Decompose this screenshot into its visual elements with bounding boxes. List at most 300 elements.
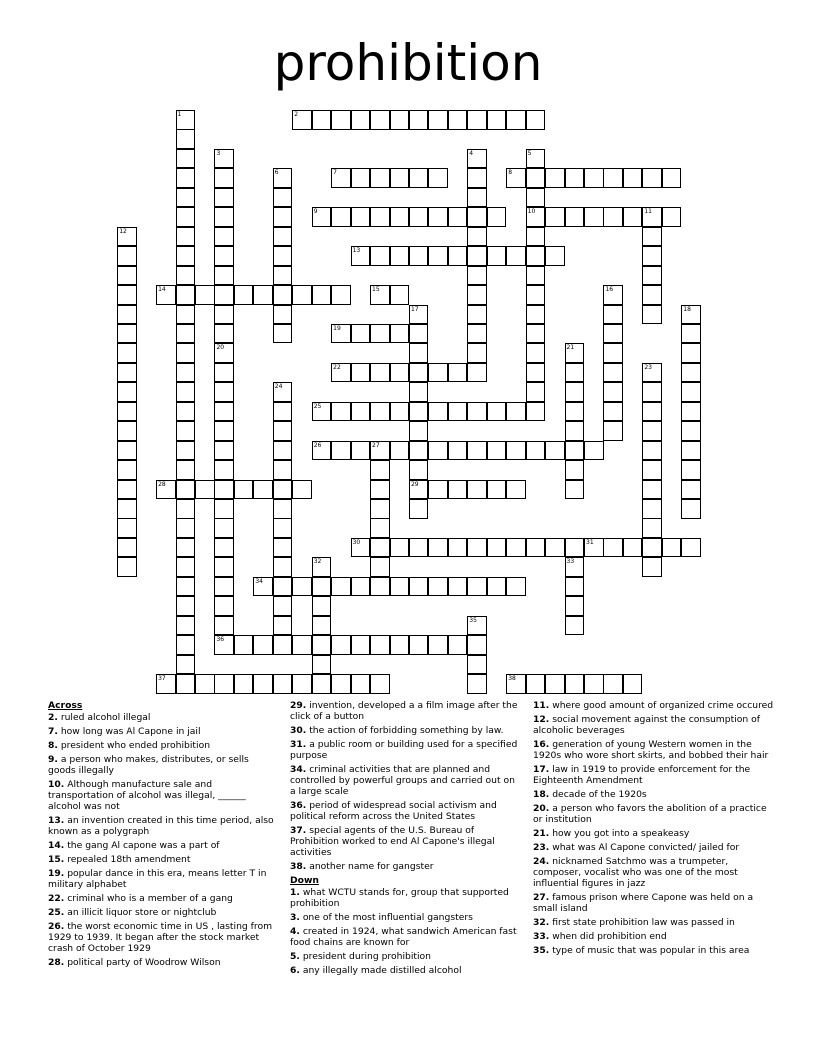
grid-cell[interactable]	[176, 518, 196, 538]
grid-cell[interactable]	[584, 674, 604, 694]
grid-cell[interactable]	[603, 538, 623, 558]
grid-cell[interactable]	[156, 285, 176, 305]
grid-cell[interactable]	[176, 635, 196, 655]
grid-cell[interactable]	[331, 285, 351, 305]
grid-cell[interactable]	[526, 266, 546, 286]
grid-cell[interactable]	[428, 538, 448, 558]
grid-cell[interactable]	[292, 285, 312, 305]
grid-cell[interactable]	[117, 285, 137, 305]
grid-cell[interactable]	[176, 363, 196, 383]
grid-cell[interactable]	[351, 207, 371, 227]
grid-cell[interactable]	[506, 674, 526, 694]
grid-cell[interactable]	[526, 382, 546, 402]
grid-cell[interactable]	[526, 305, 546, 325]
grid-cell[interactable]	[409, 538, 429, 558]
grid-cell[interactable]	[214, 402, 234, 422]
grid-cell[interactable]	[642, 518, 662, 538]
grid-cell[interactable]	[662, 168, 682, 188]
grid-cell[interactable]	[526, 324, 546, 344]
grid-cell[interactable]	[273, 402, 293, 422]
grid-cell[interactable]	[390, 538, 410, 558]
grid-cell[interactable]	[214, 246, 234, 266]
grid-cell[interactable]	[273, 480, 293, 500]
grid-cell[interactable]	[117, 246, 137, 266]
grid-cell[interactable]	[662, 207, 682, 227]
grid-cell[interactable]	[117, 324, 137, 344]
grid-cell[interactable]	[565, 382, 585, 402]
grid-cell[interactable]	[565, 674, 585, 694]
grid-cell[interactable]	[117, 538, 137, 558]
grid-cell[interactable]	[370, 635, 390, 655]
grid-cell[interactable]	[409, 343, 429, 363]
grid-cell[interactable]	[409, 635, 429, 655]
grid-cell[interactable]	[545, 246, 565, 266]
grid-cell[interactable]	[448, 441, 468, 461]
grid-cell[interactable]	[409, 246, 429, 266]
grid-cell[interactable]	[526, 227, 546, 247]
grid-cell[interactable]	[234, 480, 254, 500]
grid-cell[interactable]	[312, 577, 332, 597]
grid-cell[interactable]	[526, 168, 546, 188]
grid-cell[interactable]	[428, 363, 448, 383]
grid-cell[interactable]	[273, 518, 293, 538]
grid-cell[interactable]	[526, 285, 546, 305]
grid-cell[interactable]	[214, 499, 234, 519]
grid-cell[interactable]	[681, 421, 701, 441]
grid-cell[interactable]	[214, 227, 234, 247]
grid-cell[interactable]	[545, 441, 565, 461]
grid-cell[interactable]	[467, 402, 487, 422]
grid-cell[interactable]	[331, 635, 351, 655]
grid-cell[interactable]	[623, 538, 643, 558]
grid-cell[interactable]	[214, 421, 234, 441]
grid-cell[interactable]	[409, 421, 429, 441]
grid-cell[interactable]	[467, 655, 487, 675]
grid-cell[interactable]	[681, 363, 701, 383]
grid-cell[interactable]	[467, 674, 487, 694]
grid-cell[interactable]	[273, 246, 293, 266]
grid-cell[interactable]	[662, 538, 682, 558]
grid-cell[interactable]	[273, 538, 293, 558]
grid-cell[interactable]	[642, 266, 662, 286]
grid-cell[interactable]	[370, 168, 390, 188]
grid-cell[interactable]	[506, 110, 526, 130]
grid-cell[interactable]	[273, 188, 293, 208]
grid-cell[interactable]	[273, 674, 293, 694]
grid-cell[interactable]	[214, 577, 234, 597]
grid-cell[interactable]	[409, 324, 429, 344]
grid-cell[interactable]	[506, 538, 526, 558]
grid-cell[interactable]	[214, 518, 234, 538]
grid-cell[interactable]	[467, 266, 487, 286]
grid-cell[interactable]	[331, 207, 351, 227]
grid-cell[interactable]	[603, 421, 623, 441]
grid-cell[interactable]	[273, 227, 293, 247]
grid-cell[interactable]	[428, 168, 448, 188]
grid-cell[interactable]	[176, 305, 196, 325]
grid-cell[interactable]	[487, 577, 507, 597]
grid-cell[interactable]	[642, 207, 662, 227]
grid-cell[interactable]	[273, 324, 293, 344]
grid-cell[interactable]	[312, 596, 332, 616]
grid-cell[interactable]	[448, 110, 468, 130]
grid-cell[interactable]	[448, 577, 468, 597]
grid-cell[interactable]	[331, 441, 351, 461]
grid-cell[interactable]	[312, 285, 332, 305]
grid-cell[interactable]	[526, 363, 546, 383]
grid-cell[interactable]	[467, 480, 487, 500]
grid-cell[interactable]	[584, 207, 604, 227]
grid-cell[interactable]	[390, 168, 410, 188]
grid-cell[interactable]	[409, 499, 429, 519]
grid-cell[interactable]	[565, 363, 585, 383]
grid-cell[interactable]	[156, 480, 176, 500]
grid-cell[interactable]	[351, 538, 371, 558]
grid-cell[interactable]	[390, 246, 410, 266]
grid-cell[interactable]	[448, 538, 468, 558]
grid-cell[interactable]	[312, 635, 332, 655]
grid-cell[interactable]	[681, 382, 701, 402]
grid-cell[interactable]	[331, 402, 351, 422]
grid-cell[interactable]	[526, 343, 546, 363]
grid-cell[interactable]	[176, 324, 196, 344]
grid-cell[interactable]	[467, 188, 487, 208]
grid-cell[interactable]	[117, 305, 137, 325]
grid-cell[interactable]	[351, 402, 371, 422]
grid-cell[interactable]	[409, 168, 429, 188]
grid-cell[interactable]	[214, 557, 234, 577]
grid-cell[interactable]	[370, 557, 390, 577]
grid-cell[interactable]	[234, 674, 254, 694]
grid-cell[interactable]	[584, 538, 604, 558]
grid-cell[interactable]	[487, 402, 507, 422]
grid-cell[interactable]	[214, 149, 234, 169]
grid-cell[interactable]	[176, 616, 196, 636]
grid-cell[interactable]	[292, 480, 312, 500]
grid-cell[interactable]	[176, 188, 196, 208]
grid-cell[interactable]	[273, 499, 293, 519]
grid-cell[interactable]	[273, 207, 293, 227]
grid-cell[interactable]	[448, 480, 468, 500]
grid-cell[interactable]	[234, 635, 254, 655]
grid-cell[interactable]	[370, 441, 390, 461]
grid-cell[interactable]	[214, 207, 234, 227]
grid-cell[interactable]	[681, 538, 701, 558]
grid-cell[interactable]	[565, 616, 585, 636]
grid-cell[interactable]	[312, 557, 332, 577]
grid-cell[interactable]	[214, 382, 234, 402]
grid-cell[interactable]	[351, 168, 371, 188]
grid-cell[interactable]	[681, 402, 701, 422]
grid-cell[interactable]	[312, 674, 332, 694]
grid-cell[interactable]	[351, 363, 371, 383]
grid-cell[interactable]	[565, 441, 585, 461]
grid-cell[interactable]	[214, 480, 234, 500]
grid-cell[interactable]	[351, 324, 371, 344]
grid-cell[interactable]	[526, 188, 546, 208]
grid-cell[interactable]	[526, 538, 546, 558]
grid-cell[interactable]	[467, 363, 487, 383]
grid-cell[interactable]	[390, 285, 410, 305]
grid-cell[interactable]	[312, 207, 332, 227]
grid-cell[interactable]	[642, 441, 662, 461]
grid-cell[interactable]	[681, 441, 701, 461]
grid-cell[interactable]	[428, 441, 448, 461]
grid-cell[interactable]	[467, 149, 487, 169]
grid-cell[interactable]	[176, 480, 196, 500]
grid-cell[interactable]	[214, 616, 234, 636]
grid-cell[interactable]	[642, 557, 662, 577]
grid-cell[interactable]	[428, 577, 448, 597]
grid-cell[interactable]	[273, 285, 293, 305]
grid-cell[interactable]	[565, 207, 585, 227]
grid-cell[interactable]	[506, 480, 526, 500]
grid-cell[interactable]	[467, 207, 487, 227]
grid-cell[interactable]	[545, 674, 565, 694]
grid-cell[interactable]	[623, 168, 643, 188]
grid-cell[interactable]	[214, 460, 234, 480]
grid-cell[interactable]	[253, 577, 273, 597]
grid-cell[interactable]	[390, 402, 410, 422]
grid-cell[interactable]	[409, 577, 429, 597]
grid-cell[interactable]	[623, 674, 643, 694]
grid-cell[interactable]	[331, 168, 351, 188]
grid-cell[interactable]	[176, 499, 196, 519]
grid-cell[interactable]	[195, 674, 215, 694]
grid-cell[interactable]	[642, 168, 662, 188]
grid-cell[interactable]	[428, 402, 448, 422]
grid-cell[interactable]	[292, 674, 312, 694]
grid-cell[interactable]	[467, 441, 487, 461]
grid-cell[interactable]	[312, 655, 332, 675]
grid-cell[interactable]	[409, 480, 429, 500]
grid-cell[interactable]	[565, 596, 585, 616]
grid-cell[interactable]	[273, 460, 293, 480]
grid-cell[interactable]	[253, 635, 273, 655]
grid-cell[interactable]	[642, 499, 662, 519]
grid-cell[interactable]	[214, 635, 234, 655]
grid-cell[interactable]	[467, 635, 487, 655]
grid-cell[interactable]	[253, 674, 273, 694]
grid-cell[interactable]	[117, 421, 137, 441]
grid-cell[interactable]	[565, 577, 585, 597]
grid-cell[interactable]	[331, 363, 351, 383]
grid-cell[interactable]	[370, 499, 390, 519]
grid-cell[interactable]	[351, 246, 371, 266]
grid-cell[interactable]	[331, 324, 351, 344]
grid-cell[interactable]	[331, 674, 351, 694]
grid-cell[interactable]	[176, 655, 196, 675]
grid-cell[interactable]	[156, 674, 176, 694]
grid-cell[interactable]	[467, 246, 487, 266]
grid-cell[interactable]	[390, 635, 410, 655]
grid-cell[interactable]	[214, 285, 234, 305]
grid-cell[interactable]	[292, 110, 312, 130]
grid-cell[interactable]	[565, 168, 585, 188]
grid-cell[interactable]	[117, 557, 137, 577]
grid-cell[interactable]	[273, 577, 293, 597]
grid-cell[interactable]	[448, 246, 468, 266]
grid-cell[interactable]	[603, 324, 623, 344]
grid-cell[interactable]	[467, 285, 487, 305]
grid-cell[interactable]	[603, 382, 623, 402]
grid-cell[interactable]	[584, 168, 604, 188]
grid-cell[interactable]	[526, 441, 546, 461]
grid-cell[interactable]	[526, 110, 546, 130]
grid-cell[interactable]	[448, 363, 468, 383]
grid-cell[interactable]	[176, 227, 196, 247]
grid-cell[interactable]	[351, 674, 371, 694]
grid-cell[interactable]	[526, 207, 546, 227]
grid-cell[interactable]	[176, 441, 196, 461]
grid-cell[interactable]	[234, 285, 254, 305]
grid-cell[interactable]	[273, 557, 293, 577]
grid-cell[interactable]	[681, 305, 701, 325]
grid-cell[interactable]	[603, 363, 623, 383]
grid-cell[interactable]	[117, 441, 137, 461]
grid-cell[interactable]	[117, 343, 137, 363]
grid-cell[interactable]	[176, 382, 196, 402]
grid-cell[interactable]	[428, 480, 448, 500]
grid-cell[interactable]	[565, 538, 585, 558]
grid-cell[interactable]	[487, 538, 507, 558]
grid-cell[interactable]	[351, 577, 371, 597]
grid-cell[interactable]	[273, 441, 293, 461]
grid-cell[interactable]	[409, 402, 429, 422]
grid-cell[interactable]	[642, 305, 662, 325]
grid-cell[interactable]	[603, 674, 623, 694]
grid-cell[interactable]	[545, 538, 565, 558]
grid-cell[interactable]	[176, 246, 196, 266]
grid-cell[interactable]	[467, 168, 487, 188]
grid-cell[interactable]	[467, 538, 487, 558]
grid-cell[interactable]	[370, 207, 390, 227]
grid-cell[interactable]	[117, 460, 137, 480]
grid-cell[interactable]	[176, 538, 196, 558]
grid-cell[interactable]	[584, 441, 604, 461]
grid-cell[interactable]	[642, 402, 662, 422]
grid-cell[interactable]	[506, 246, 526, 266]
grid-cell[interactable]	[176, 596, 196, 616]
grid-cell[interactable]	[428, 635, 448, 655]
grid-cell[interactable]	[117, 480, 137, 500]
grid-cell[interactable]	[331, 577, 351, 597]
grid-cell[interactable]	[370, 538, 390, 558]
grid-cell[interactable]	[467, 616, 487, 636]
grid-cell[interactable]	[176, 168, 196, 188]
grid-cell[interactable]	[117, 363, 137, 383]
grid-cell[interactable]	[526, 402, 546, 422]
grid-cell[interactable]	[312, 110, 332, 130]
grid-cell[interactable]	[370, 324, 390, 344]
grid-cell[interactable]	[273, 596, 293, 616]
grid-cell[interactable]	[642, 382, 662, 402]
grid-cell[interactable]	[409, 110, 429, 130]
grid-cell[interactable]	[195, 285, 215, 305]
grid-cell[interactable]	[195, 480, 215, 500]
grid-cell[interactable]	[409, 441, 429, 461]
grid-cell[interactable]	[526, 246, 546, 266]
grid-cell[interactable]	[681, 460, 701, 480]
grid-cell[interactable]	[642, 480, 662, 500]
grid-cell[interactable]	[467, 227, 487, 247]
grid-cell[interactable]	[370, 285, 390, 305]
grid-cell[interactable]	[642, 246, 662, 266]
grid-cell[interactable]	[565, 460, 585, 480]
grid-cell[interactable]	[681, 343, 701, 363]
grid-cell[interactable]	[312, 402, 332, 422]
grid-cell[interactable]	[370, 460, 390, 480]
grid-cell[interactable]	[117, 518, 137, 538]
grid-cell[interactable]	[214, 596, 234, 616]
grid-cell[interactable]	[370, 402, 390, 422]
grid-cell[interactable]	[253, 285, 273, 305]
grid-cell[interactable]	[176, 129, 196, 149]
grid-cell[interactable]	[351, 110, 371, 130]
grid-cell[interactable]	[390, 577, 410, 597]
grid-cell[interactable]	[176, 674, 196, 694]
grid-cell[interactable]	[273, 421, 293, 441]
grid-cell[interactable]	[506, 402, 526, 422]
grid-cell[interactable]	[331, 110, 351, 130]
grid-cell[interactable]	[176, 402, 196, 422]
grid-cell[interactable]	[467, 577, 487, 597]
grid-cell[interactable]	[409, 207, 429, 227]
grid-cell[interactable]	[603, 207, 623, 227]
grid-cell[interactable]	[214, 538, 234, 558]
grid-cell[interactable]	[390, 207, 410, 227]
grid-cell[interactable]	[642, 460, 662, 480]
grid-cell[interactable]	[487, 246, 507, 266]
grid-cell[interactable]	[370, 110, 390, 130]
grid-cell[interactable]	[603, 305, 623, 325]
grid-cell[interactable]	[214, 188, 234, 208]
grid-cell[interactable]	[370, 577, 390, 597]
grid-cell[interactable]	[642, 421, 662, 441]
grid-cell[interactable]	[312, 441, 332, 461]
grid-cell[interactable]	[409, 460, 429, 480]
grid-cell[interactable]	[467, 110, 487, 130]
grid-cell[interactable]	[565, 480, 585, 500]
grid-cell[interactable]	[273, 266, 293, 286]
grid-cell[interactable]	[176, 285, 196, 305]
grid-cell[interactable]	[370, 363, 390, 383]
grid-cell[interactable]	[565, 421, 585, 441]
grid-cell[interactable]	[487, 441, 507, 461]
grid-cell[interactable]	[526, 149, 546, 169]
grid-cell[interactable]	[428, 110, 448, 130]
grid-cell[interactable]	[273, 382, 293, 402]
grid-cell[interactable]	[448, 402, 468, 422]
grid-cell[interactable]	[312, 616, 332, 636]
grid-cell[interactable]	[214, 441, 234, 461]
grid-cell[interactable]	[214, 305, 234, 325]
grid-cell[interactable]	[467, 324, 487, 344]
grid-cell[interactable]	[390, 363, 410, 383]
grid-cell[interactable]	[292, 635, 312, 655]
grid-cell[interactable]	[623, 207, 643, 227]
grid-cell[interactable]	[565, 402, 585, 422]
grid-cell[interactable]	[467, 305, 487, 325]
grid-cell[interactable]	[370, 246, 390, 266]
grid-cell[interactable]	[565, 343, 585, 363]
grid-cell[interactable]	[467, 343, 487, 363]
grid-cell[interactable]	[487, 207, 507, 227]
grid-cell[interactable]	[176, 421, 196, 441]
grid-cell[interactable]	[603, 402, 623, 422]
grid-cell[interactable]	[214, 324, 234, 344]
grid-cell[interactable]	[273, 616, 293, 636]
